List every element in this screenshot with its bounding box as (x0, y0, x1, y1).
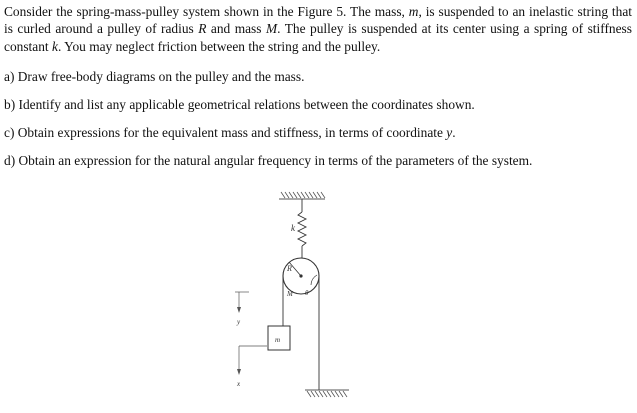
question-c-end: . (452, 125, 456, 140)
var-M: M (265, 21, 278, 37)
intro-text-3: and mass (206, 21, 266, 37)
ceiling-support (279, 192, 325, 199)
question-d: d) Obtain an expression for the natural angular frequency in terms of the parameters of the system. (4, 153, 533, 168)
coordinate-x-arrow (237, 346, 267, 375)
label-M: M (287, 290, 293, 298)
problem-statement (4, 3, 632, 55)
label-m: m (275, 336, 281, 344)
label-y: y (237, 318, 241, 326)
question-c-text: c) Obtain expressions for the equivalent mass and stiffness, in terms of coordinate (4, 125, 447, 140)
var-m: m (408, 4, 419, 19)
ground-support (305, 390, 349, 397)
question-b: b) Identify and list any applicable geometrical relations between the coordinates shown. (4, 97, 475, 112)
intro-text-2: , is suspended to an inelastic string that is curled around a pulley of radius (4, 4, 632, 37)
var-k: k (51, 38, 58, 54)
label-k: k (291, 223, 295, 233)
coordinate-y-arrow (235, 292, 249, 313)
intro-text-5: . You may neglect friction between the string and the pulley. (57, 38, 381, 54)
question-a: a) Draw free-body diagrams on the pulley and the mass. (4, 69, 305, 84)
var-R: R (198, 21, 207, 37)
spring (298, 199, 306, 262)
spring-mass-pulley-figure (225, 186, 385, 408)
intro-text-1: Consider the spring-mass-pulley system shown in the Figure 5. The mass, (4, 4, 409, 19)
label-x: x (237, 380, 241, 388)
question-c (4, 124, 456, 141)
intro-text-4: . The pulley is suspended at its center using a spring of stiffness constant (4, 21, 632, 54)
label-theta: θ (305, 289, 309, 297)
var-y: y (446, 125, 453, 140)
label-R: R (287, 264, 292, 273)
